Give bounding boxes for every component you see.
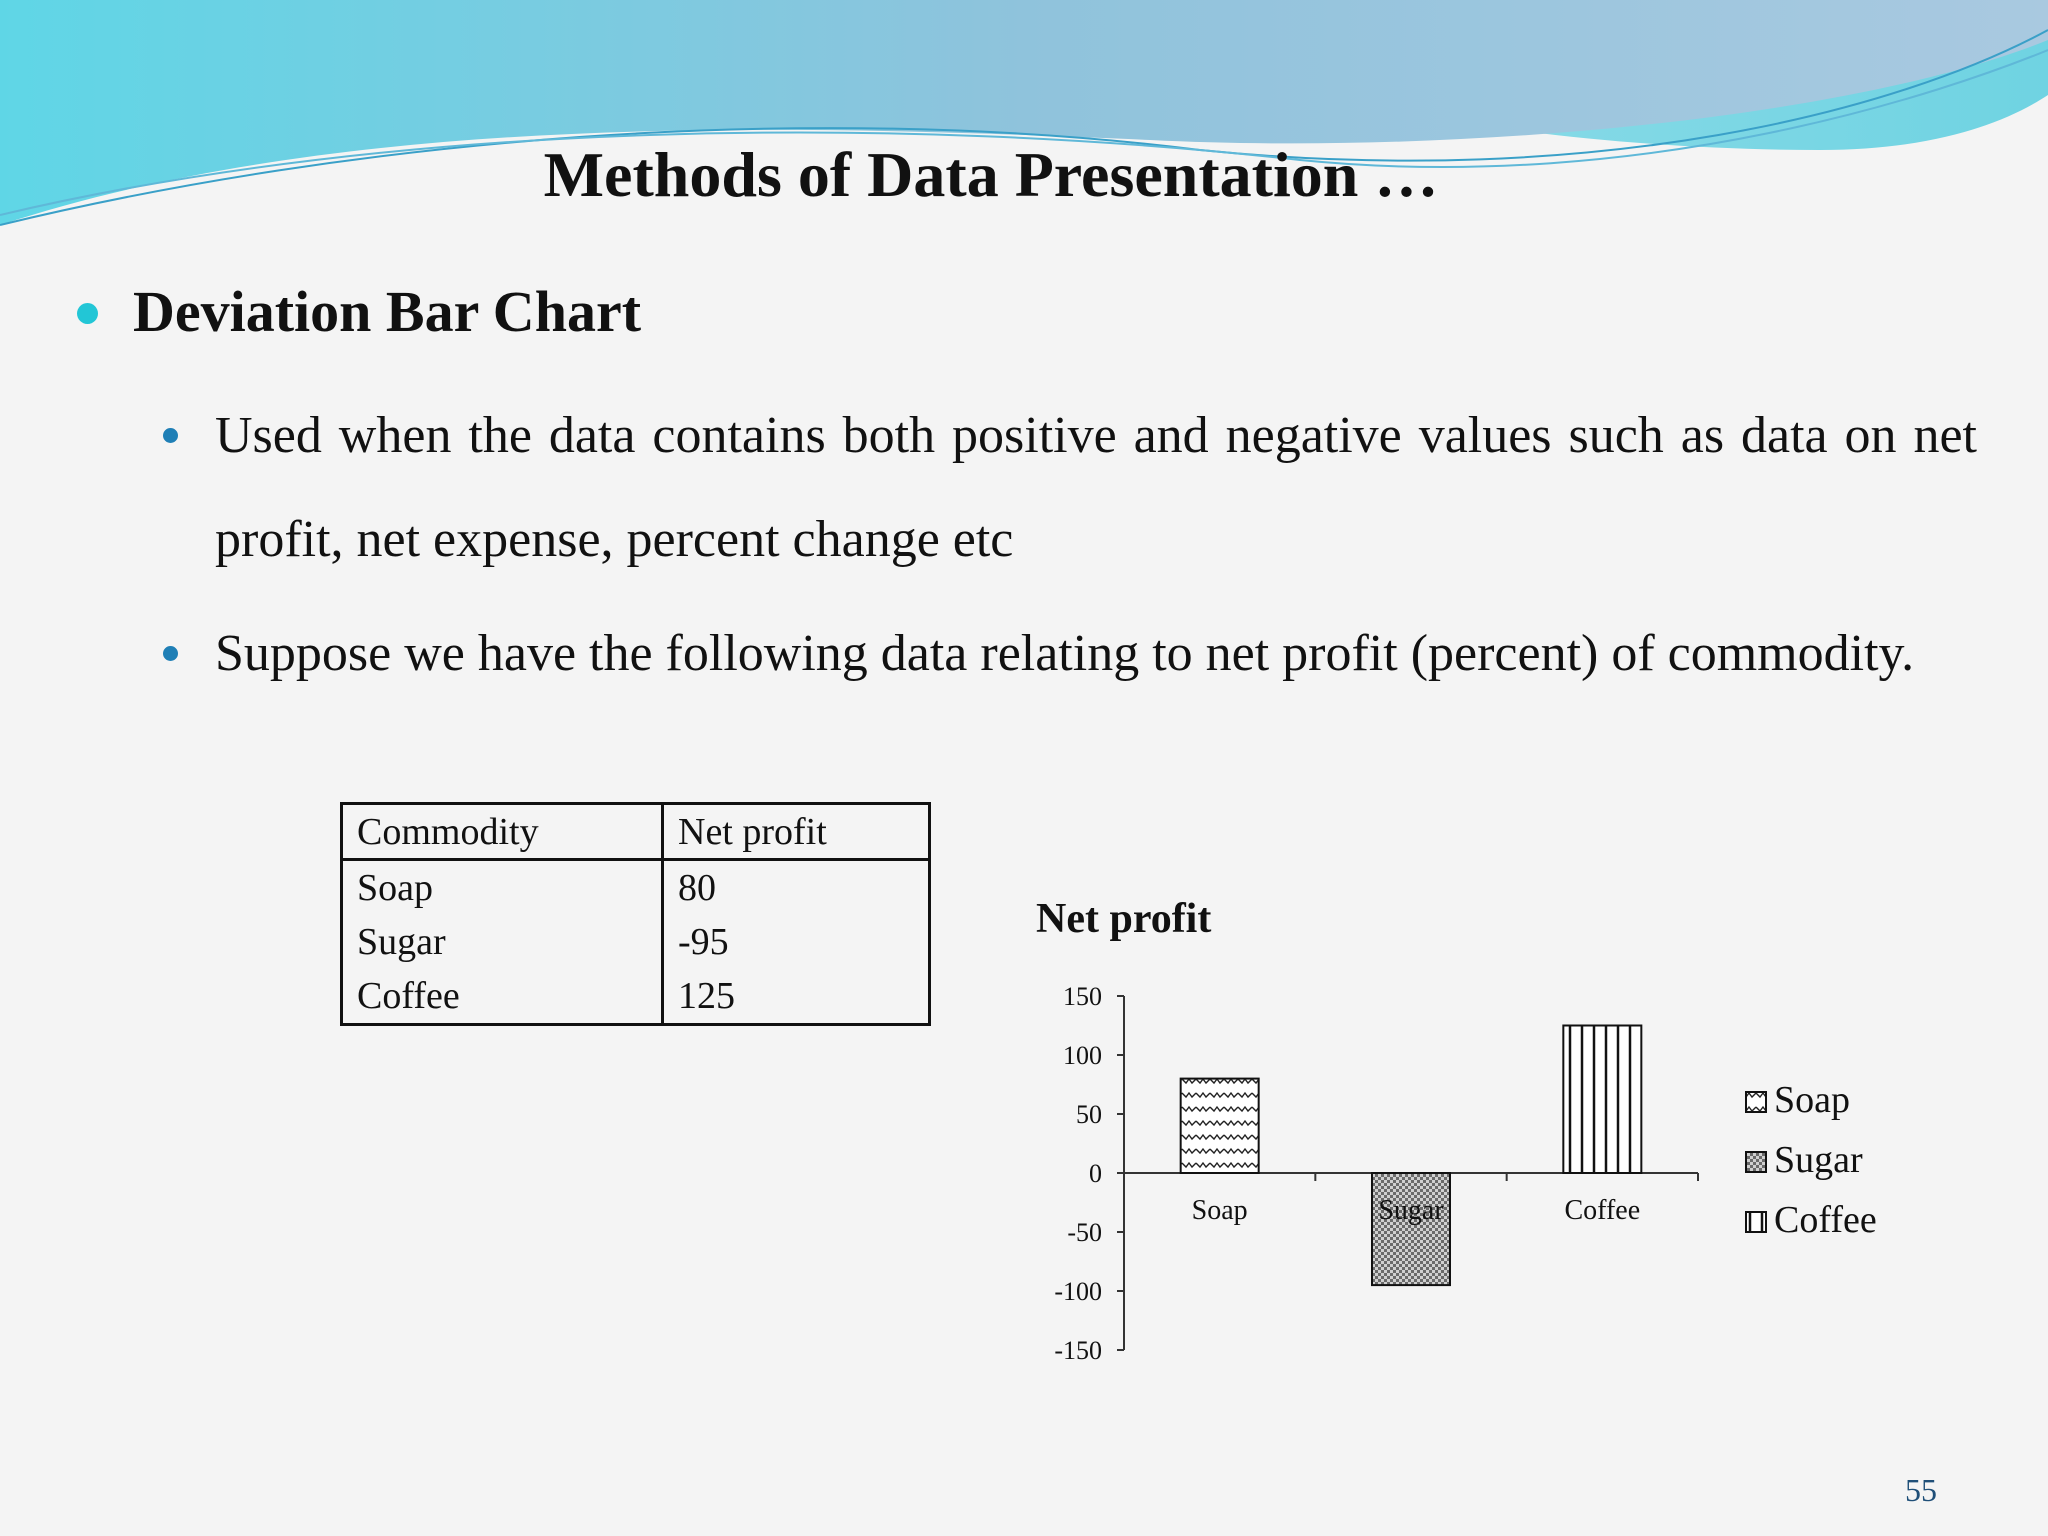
legend-label: Coffee [1774, 1199, 1877, 1241]
table-cell: Sugar [342, 915, 663, 969]
y-tick-label: -50 [1067, 1218, 1102, 1247]
table-row [342, 915, 930, 969]
y-tick-label: -150 [1054, 1336, 1102, 1365]
table-header-cell: Net profit [663, 804, 930, 860]
chart-title: Net profit [1036, 896, 1212, 942]
slide-title: Methods of Data Presentation … [543, 139, 1439, 210]
page-number: 55 [1905, 1472, 1937, 1508]
table-cell: 125 [678, 975, 735, 1017]
legend-label: Soap [1774, 1079, 1850, 1121]
table-header-cell: Commodity [342, 804, 663, 860]
section-heading: Deviation Bar Chart [133, 279, 642, 344]
net-profit-table [340, 802, 931, 1026]
bar-coffee [1563, 1026, 1641, 1174]
table-row [342, 969, 930, 1025]
bullet-dot-icon [163, 646, 178, 661]
table-cell: Soap [342, 860, 663, 916]
y-tick-label: 0 [1089, 1159, 1102, 1188]
bullet-dot-icon [77, 303, 98, 324]
y-tick-label: 100 [1063, 1041, 1102, 1070]
legend-swatch [1746, 1092, 1766, 1112]
table-cell: Coffee [342, 969, 663, 1025]
table-cell: 80 [678, 867, 716, 909]
x-category-label: Soap [1191, 1195, 1248, 1226]
table-row [342, 860, 930, 916]
bullet-text-2: Suppose we have the following data relating to net profit (percent) of commodity. [215, 625, 1915, 682]
y-tick-label: 50 [1076, 1100, 1102, 1129]
y-tick-label: 150 [1063, 982, 1102, 1011]
legend-swatch [1746, 1152, 1766, 1172]
bullet-text-1: Used when the data contains both positive and negative values such as data on net profit, net expense, percent change etc [215, 407, 1977, 568]
legend-swatch [1746, 1212, 1766, 1232]
x-category-label: Sugar [1378, 1195, 1444, 1226]
table-cell: -95 [678, 921, 729, 963]
bullet-dot-icon [163, 428, 178, 443]
y-tick-label: -100 [1054, 1277, 1102, 1306]
deviation-bar-chart [1000, 880, 2000, 1400]
bar-sugar [1372, 1173, 1450, 1285]
table-header-row [342, 804, 930, 860]
bar-soap [1181, 1079, 1259, 1173]
legend-label: Sugar [1774, 1139, 1863, 1181]
x-category-label: Coffee [1564, 1195, 1641, 1226]
